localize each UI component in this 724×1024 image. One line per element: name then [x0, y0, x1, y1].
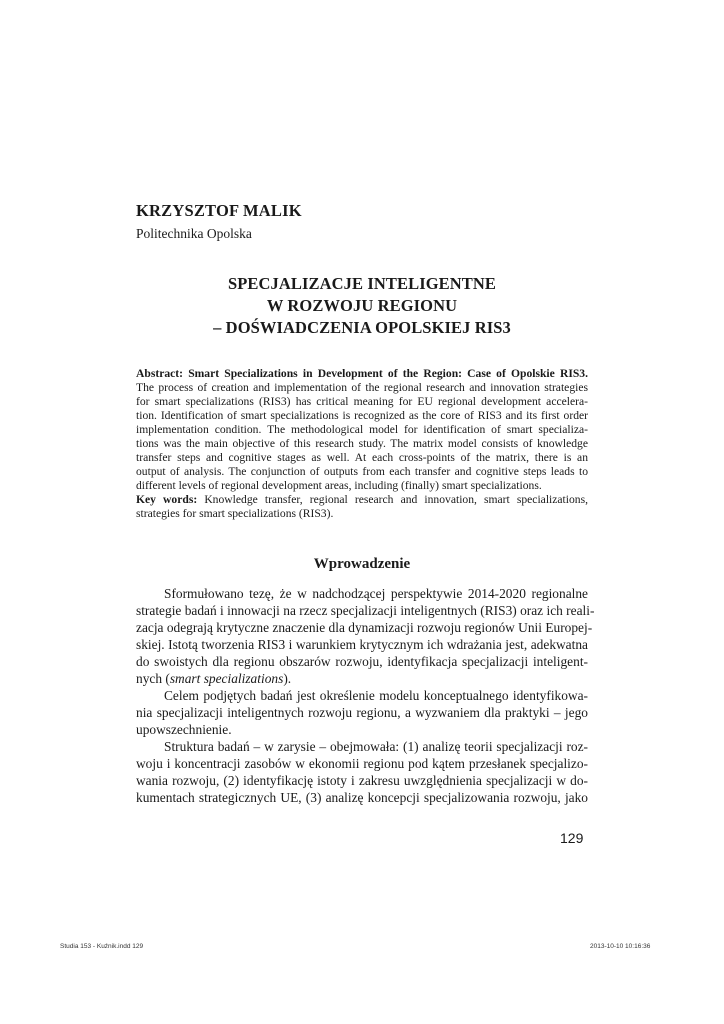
- abstract-line: different levels of regional development areas, including (finally) smart specializations.: [136, 479, 542, 492]
- paper-title-line-3: – DOŚWIADCZENIA OPOLSKIEJ RIS3: [213, 318, 511, 337]
- abstract-line: The process of creation and implementation of the regional research and innovation strategies: [136, 381, 588, 394]
- section-heading: Wprowadzenie: [313, 556, 411, 572]
- keywords-line: [136, 493, 588, 507]
- body-line: [136, 670, 588, 687]
- body-line: upowszechnienie.: [136, 722, 232, 737]
- abstract-label: Abstract:: [136, 367, 184, 380]
- body-line: Celem podjętych badań jest określenie modelu konceptualnego identyfikowa-: [164, 688, 588, 703]
- body-line: woju i koncentracji zasobów w ekonomii regionu pod kątem przesłanek specjalizo-: [136, 756, 588, 771]
- body-line: kumentach strategicznych UE, (3) analizę koncepcji specjalizowania rozwoju, jako: [136, 790, 588, 805]
- abstract-line: implementation condition. The methodological model for identification of smart specializa-: [136, 423, 588, 436]
- abstract-line: tion. Identification of smart specializations is recognized as the core of RIS3 and its first order: [136, 409, 588, 422]
- body-line: nia specjalizacji inteligentnych rozwoju regionu, a wyzwaniem dla praktyki – jego: [136, 705, 588, 720]
- emphasis-text: smart specializations: [169, 671, 284, 686]
- author-affiliation: Politechnika Opolska: [136, 226, 252, 241]
- print-slug-file: Studia 153 - Kuźnik.indd 129: [60, 943, 144, 950]
- body-line: do swoistych dla regionu obszarów rozwoju, identyfikacja specjalizacji inteligent-: [136, 654, 588, 669]
- abstract-heading: [136, 367, 588, 381]
- paper-title-line-1: SPECJALIZACJE INTELIGENTNE: [227, 274, 497, 293]
- body-line: wania rozwoju, (2) identyfikację istoty i zakresu uwzględnienia specjalizacji w do-: [136, 773, 588, 788]
- abstract-line: output of analysis. The conjunction of outputs from each transfer and cognitive steps leads to: [136, 465, 588, 478]
- body-line: Sformułowano tezę, że w nadchodzącej perspektywie 2014-2020 regionalne: [164, 586, 588, 601]
- body-line: Struktura badań – w zarysie – obejmowała: (1) analizę teorii specjalizacji roz-: [164, 739, 588, 754]
- paper-title-line-2: W ROZWOJU REGIONU: [266, 296, 458, 315]
- abstract-title: Smart Specializations in Development of the Region: Case of Opolskie RIS3.: [188, 367, 588, 380]
- keywords-label: Key words:: [136, 493, 198, 506]
- body-line: strategie badań i innowacji na rzecz specjalizacji inteligentnych (RIS3) oraz ich reali-: [136, 603, 595, 618]
- print-slug-timestamp: 2013-10-10 10:16:36: [590, 943, 651, 950]
- keywords-line-2: strategies for smart specializations (RIS3).: [136, 507, 334, 520]
- abstract-line: tions was the main objective of this research study. The matrix model consists of knowledge: [136, 437, 588, 450]
- author-name: KRZYSZTOF MALIK: [136, 201, 302, 220]
- body-text: ).: [283, 671, 292, 686]
- abstract-line: for smart specializations (RIS3) has critical meaning for EU regional development accelera-: [136, 395, 588, 408]
- keywords-text: Knowledge transfer, regional research and innovation, smart specializations,: [204, 493, 589, 506]
- body-text: nych (: [136, 671, 170, 686]
- body-line: skiej. Istotą tworzenia RIS3 i warunkiem krytycznym ich wdrażania jest, adekwatna: [136, 637, 588, 652]
- body-line: zacja odegrają krytyczne znaczenie dla dynamizacji rozwoju regionów Unii Europej-: [136, 620, 593, 635]
- page-number: 129: [560, 830, 584, 846]
- abstract-line: transfer steps and cognitive stages as well. At each cross-points of the matrix, there is an: [136, 451, 588, 464]
